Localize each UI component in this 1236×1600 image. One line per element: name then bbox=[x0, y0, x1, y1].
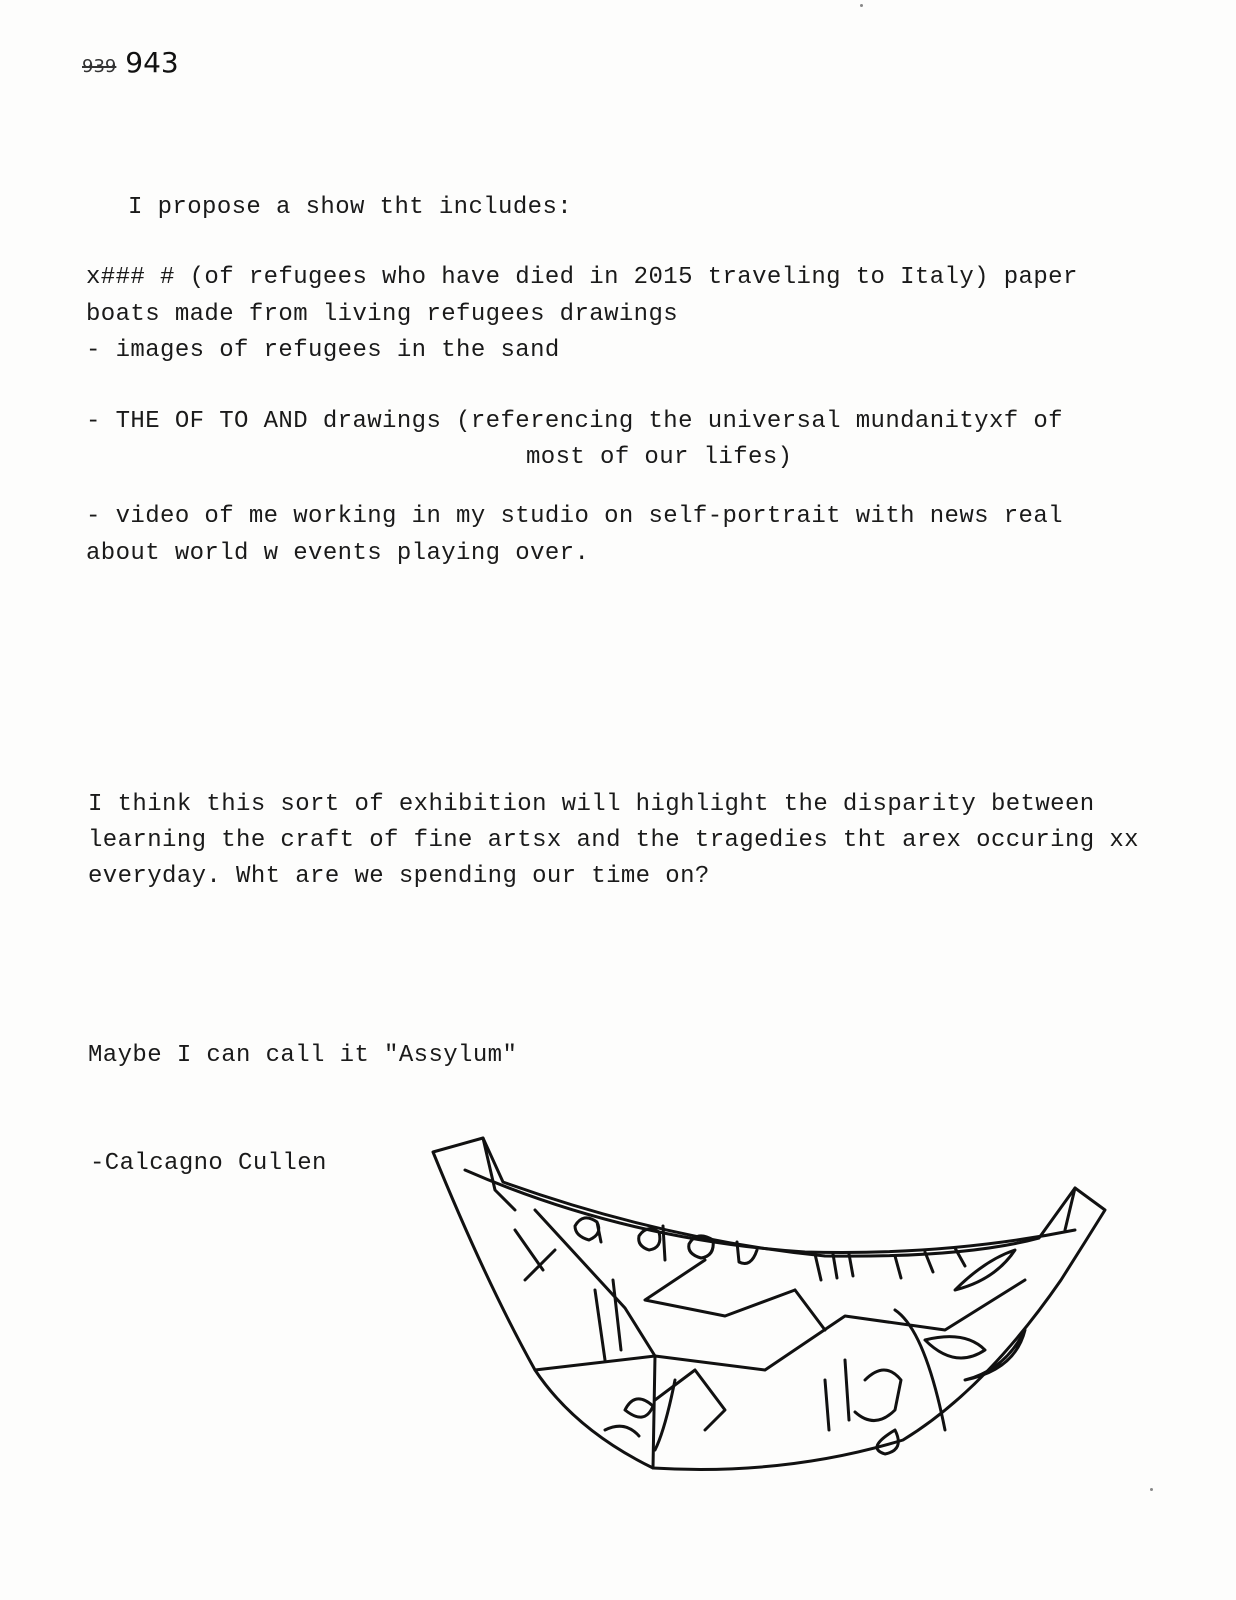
exhibition-title-line: Maybe I can call it "Assylum" bbox=[88, 1042, 518, 1069]
list-item-boats-line2: boats made from living refugees drawings bbox=[86, 301, 679, 328]
paper-speck bbox=[860, 4, 863, 7]
list-item-drawings-line1: - THE OF TO AND drawings (referencing the universal mundanityxf of bbox=[86, 408, 1063, 435]
paper-boat-drawing bbox=[425, 1130, 1125, 1500]
list-item-video-line1: - video of me working in my studio on self-portrait with news real bbox=[86, 503, 1063, 530]
list-item-drawings-line2: most of our lifes) bbox=[526, 444, 793, 471]
list-item-video-line2: about world w events playing over. bbox=[86, 540, 590, 567]
paragraph-line3: everyday. Wht are we spending our time on? bbox=[88, 863, 710, 890]
paragraph-line2: learning the craft of fine artsx and the tragedies tht arex occuring xx bbox=[88, 827, 1139, 854]
proposal-heading: I propose a show tht includes: bbox=[128, 194, 573, 221]
signature: -Calcagno Cullen bbox=[90, 1150, 327, 1177]
struck-page-number: 939 bbox=[82, 56, 117, 77]
paper-speck bbox=[1150, 1488, 1153, 1491]
current-page-number: 943 bbox=[125, 46, 179, 79]
list-item-boats-line1: x### # (of refugees who have died in 2015 traveling to Italy) paper bbox=[86, 264, 1078, 291]
list-item-images: - images of refugees in the sand bbox=[86, 337, 560, 364]
page-number bbox=[82, 46, 179, 79]
paragraph-line1: I think this sort of exhibition will highlight the disparity between bbox=[88, 791, 1095, 818]
